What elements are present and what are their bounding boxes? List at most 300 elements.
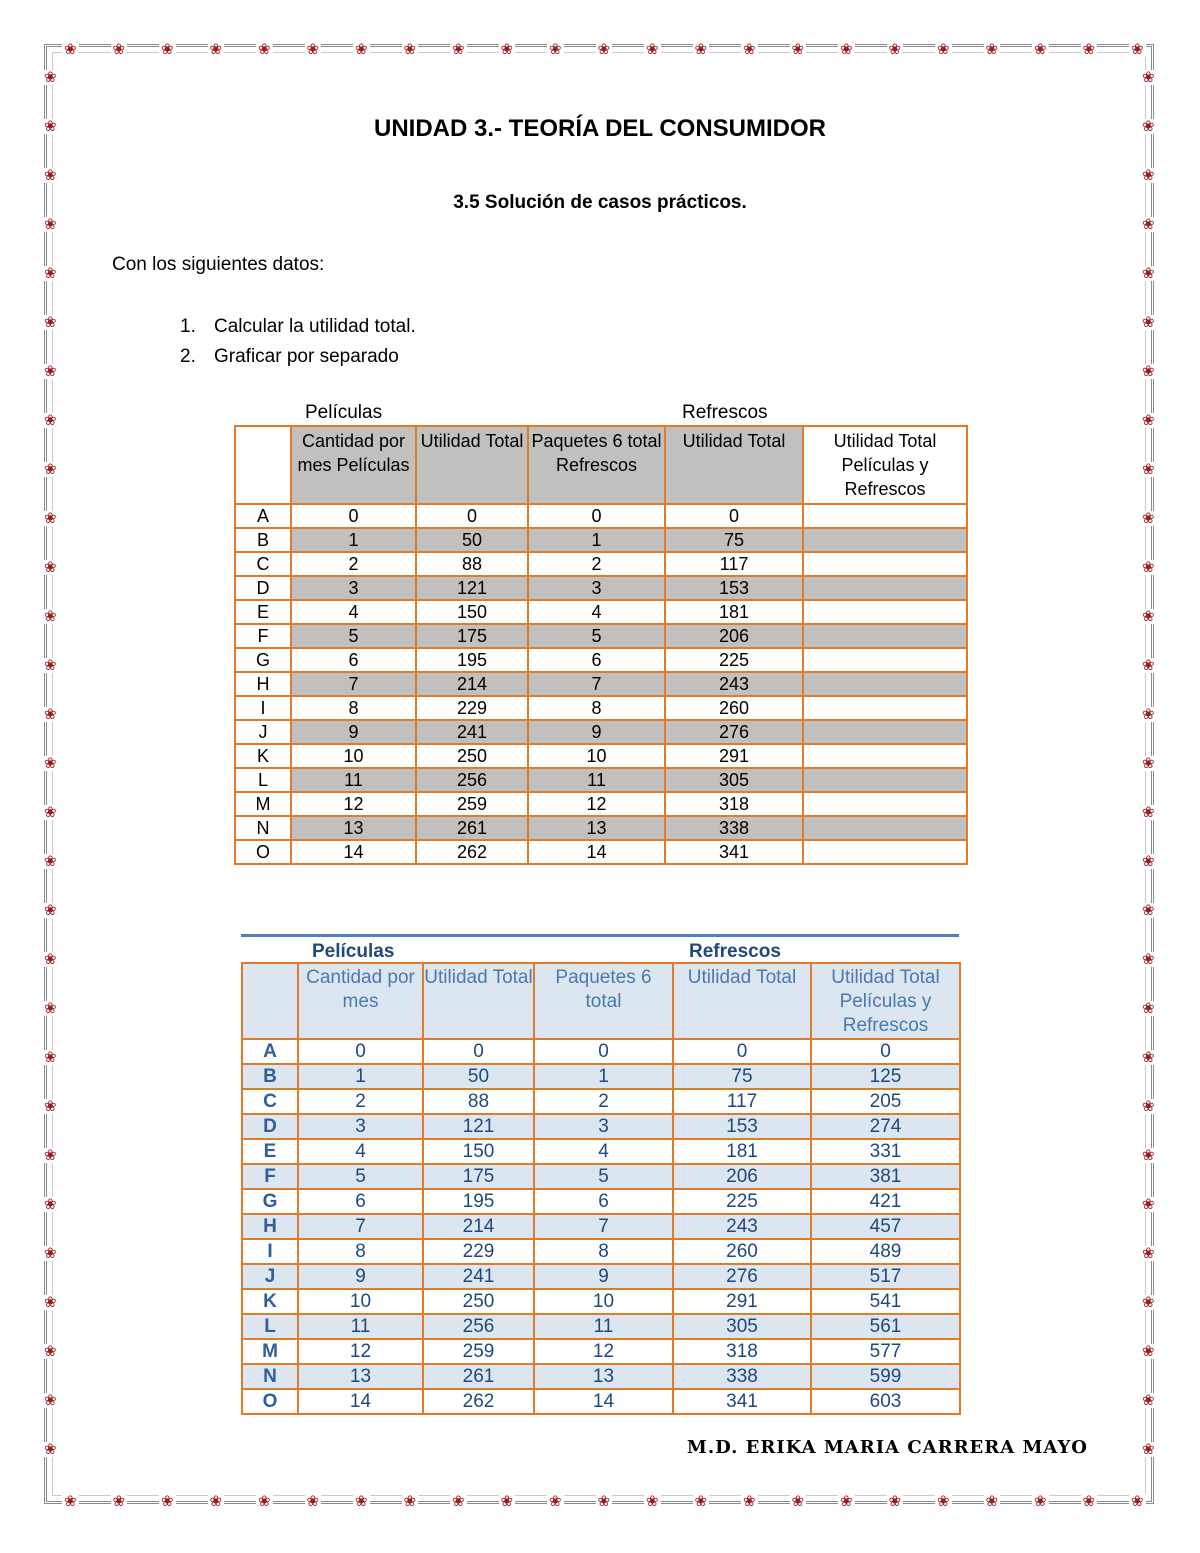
ornament-icon: ❀ bbox=[44, 264, 57, 282]
table-cell: 9 bbox=[298, 1264, 423, 1289]
ornament-icon: ❀ bbox=[1142, 1146, 1155, 1164]
ornament-icon: ❀ bbox=[791, 40, 805, 58]
table-cell: 11 bbox=[528, 768, 665, 792]
table-cell: 14 bbox=[298, 1389, 423, 1414]
table-row bbox=[242, 1089, 960, 1114]
ornament-icon: ❀ bbox=[1082, 1492, 1096, 1510]
ornament-icon: ❀ bbox=[64, 40, 77, 58]
table-cell: 225 bbox=[673, 1189, 811, 1214]
table-row bbox=[235, 552, 967, 576]
table-utility-exercise bbox=[234, 425, 968, 865]
ornament-icon: ❀ bbox=[1142, 950, 1155, 968]
row-label-cell: A bbox=[242, 1039, 298, 1064]
table-cell: 153 bbox=[665, 576, 803, 600]
table-cell: 0 bbox=[298, 1039, 423, 1064]
row-label-cell: E bbox=[235, 600, 291, 624]
table-cell: 0 bbox=[528, 504, 665, 528]
table-cell: 381 bbox=[811, 1164, 960, 1189]
table-cell: 75 bbox=[673, 1064, 811, 1089]
table-cell: 195 bbox=[416, 648, 528, 672]
table-row bbox=[235, 792, 967, 816]
table-cell: 2 bbox=[291, 552, 416, 576]
table2-top-rule bbox=[241, 934, 959, 937]
header-cell: Utilidad Total Películas y Refrescos bbox=[803, 426, 967, 504]
row-label-cell: J bbox=[242, 1264, 298, 1289]
table-cell: 5 bbox=[528, 624, 665, 648]
table-cell: 10 bbox=[298, 1289, 423, 1314]
table-row bbox=[242, 1339, 960, 1364]
table-cell bbox=[803, 768, 967, 792]
header-cell: Cantidad por mes bbox=[298, 963, 423, 1039]
ornament-icon: ❀ bbox=[44, 1244, 57, 1262]
header-cell: Utilidad Total bbox=[423, 963, 534, 1039]
table-cell: 243 bbox=[673, 1214, 811, 1239]
table-cell: 338 bbox=[673, 1364, 811, 1389]
table-cell: 229 bbox=[416, 696, 528, 720]
table2-group-peliculas: Películas bbox=[312, 941, 395, 962]
table-cell: 88 bbox=[416, 552, 528, 576]
ornament-icon: ❀ bbox=[44, 754, 57, 772]
table-cell: 341 bbox=[673, 1389, 811, 1414]
header-cell bbox=[242, 963, 298, 1039]
table-cell: 262 bbox=[416, 840, 528, 864]
table-cell: 457 bbox=[811, 1214, 960, 1239]
table-cell: 259 bbox=[416, 792, 528, 816]
table-cell: 276 bbox=[665, 720, 803, 744]
table-cell: 10 bbox=[534, 1289, 673, 1314]
table-cell bbox=[803, 504, 967, 528]
table-row bbox=[235, 816, 967, 840]
table-cell: 117 bbox=[673, 1089, 811, 1114]
row-label-cell: K bbox=[242, 1289, 298, 1314]
author-signature: M.D. ERIKA MARIA CARRERA MAYO bbox=[686, 1437, 1088, 1458]
table-cell: 4 bbox=[528, 600, 665, 624]
ornament-icon: ❀ bbox=[1142, 1097, 1155, 1115]
ornament-icon: ❀ bbox=[44, 705, 57, 723]
table-cell: 7 bbox=[291, 672, 416, 696]
row-label-cell: H bbox=[242, 1214, 298, 1239]
table-cell: 250 bbox=[416, 744, 528, 768]
table-cell: 0 bbox=[291, 504, 416, 528]
table-cell: 5 bbox=[298, 1164, 423, 1189]
ornament-icon: ❀ bbox=[646, 40, 659, 58]
table-cell: 121 bbox=[416, 576, 528, 600]
table-cell bbox=[803, 576, 967, 600]
table-cell: 6 bbox=[298, 1189, 423, 1214]
ornament-icon: ❀ bbox=[44, 68, 57, 86]
table-cell: 2 bbox=[534, 1089, 673, 1114]
ornament-icon: ❀ bbox=[1142, 1293, 1155, 1311]
ornament-icon: ❀ bbox=[112, 1492, 126, 1510]
ornament-icon: ❀ bbox=[694, 40, 708, 58]
header-cell: Utilidad Total bbox=[665, 426, 803, 504]
table-cell: 121 bbox=[423, 1114, 534, 1139]
row-label-cell: B bbox=[242, 1064, 298, 1089]
table-cell: 577 bbox=[811, 1339, 960, 1364]
table-row bbox=[242, 1214, 960, 1239]
row-label-cell: F bbox=[235, 624, 291, 648]
row-label-cell: I bbox=[235, 696, 291, 720]
table-cell: 1 bbox=[528, 528, 665, 552]
table-cell: 13 bbox=[298, 1364, 423, 1389]
table-cell: 1 bbox=[534, 1064, 673, 1089]
ornament-icon: ❀ bbox=[44, 950, 57, 968]
table-cell: 11 bbox=[298, 1314, 423, 1339]
ornament-icon: ❀ bbox=[1142, 264, 1155, 282]
ornament-icon: ❀ bbox=[1142, 803, 1155, 821]
table-row bbox=[242, 1164, 960, 1189]
table-row bbox=[242, 1039, 960, 1064]
table-row bbox=[235, 624, 967, 648]
table-row bbox=[235, 840, 967, 864]
table-cell: 13 bbox=[528, 816, 665, 840]
table-row bbox=[242, 1189, 960, 1214]
table-cell bbox=[803, 696, 967, 720]
ornament-icon: ❀ bbox=[44, 1146, 57, 1164]
ornament-icon: ❀ bbox=[44, 215, 57, 233]
header-cell: Utilidad Total bbox=[673, 963, 811, 1039]
table-cell bbox=[803, 624, 967, 648]
section-subtitle: 3.5 Solución de casos prácticos. bbox=[453, 192, 747, 213]
table-cell: 214 bbox=[423, 1214, 534, 1239]
table-row bbox=[235, 576, 967, 600]
table-row bbox=[235, 648, 967, 672]
row-label-cell: O bbox=[242, 1389, 298, 1414]
row-label-cell: G bbox=[242, 1189, 298, 1214]
table-cell: 0 bbox=[673, 1039, 811, 1064]
table-cell bbox=[803, 816, 967, 840]
row-label-cell: N bbox=[235, 816, 291, 840]
table-cell: 8 bbox=[528, 696, 665, 720]
table-cell: 10 bbox=[291, 744, 416, 768]
table-header-row bbox=[235, 426, 967, 504]
ornament-icon: ❀ bbox=[44, 460, 57, 478]
table-utility-solution bbox=[241, 962, 961, 1415]
ornament-icon: ❀ bbox=[1142, 411, 1155, 429]
row-label-cell: D bbox=[235, 576, 291, 600]
table1-group-refrescos: Refrescos bbox=[682, 402, 768, 423]
row-label-cell: N bbox=[242, 1364, 298, 1389]
ornament-icon: ❀ bbox=[840, 40, 853, 58]
ornament-icon: ❀ bbox=[549, 40, 562, 58]
table-cell: 8 bbox=[298, 1239, 423, 1264]
table-cell: 603 bbox=[811, 1389, 960, 1414]
header-cell: Paquetes 6 total bbox=[534, 963, 673, 1039]
table-cell: 305 bbox=[673, 1314, 811, 1339]
ornament-icon: ❀ bbox=[1142, 1440, 1155, 1458]
table-row bbox=[242, 1139, 960, 1164]
table-cell: 9 bbox=[291, 720, 416, 744]
table-cell: 305 bbox=[665, 768, 803, 792]
table-cell bbox=[803, 528, 967, 552]
ornament-icon: ❀ bbox=[888, 1492, 902, 1510]
table-row bbox=[242, 1289, 960, 1314]
row-label-cell: I bbox=[242, 1239, 298, 1264]
ornament-icon: ❀ bbox=[44, 313, 57, 331]
table-cell bbox=[803, 600, 967, 624]
row-label-cell: L bbox=[235, 768, 291, 792]
ornament-icon: ❀ bbox=[791, 1492, 805, 1510]
table-cell: 12 bbox=[528, 792, 665, 816]
ornament-icon: ❀ bbox=[840, 1492, 853, 1510]
table-row bbox=[235, 672, 967, 696]
ornament-icon: ❀ bbox=[1142, 705, 1155, 723]
table-row bbox=[235, 768, 967, 792]
table-cell: 8 bbox=[291, 696, 416, 720]
ornament-icon: ❀ bbox=[403, 40, 417, 58]
row-label-cell: J bbox=[235, 720, 291, 744]
row-label-cell: O bbox=[235, 840, 291, 864]
ornament-icon: ❀ bbox=[1142, 901, 1155, 919]
table-row bbox=[242, 1364, 960, 1389]
table-cell: 241 bbox=[416, 720, 528, 744]
table-row bbox=[242, 1114, 960, 1139]
table-cell: 13 bbox=[534, 1364, 673, 1389]
table-cell: 262 bbox=[423, 1389, 534, 1414]
table-cell: 88 bbox=[423, 1089, 534, 1114]
ornament-icon: ❀ bbox=[355, 40, 368, 58]
table-cell: 7 bbox=[534, 1214, 673, 1239]
ornament-icon: ❀ bbox=[44, 1391, 57, 1409]
ornament-icon: ❀ bbox=[1142, 509, 1155, 527]
table-row bbox=[235, 528, 967, 552]
ornament-icon: ❀ bbox=[44, 999, 57, 1017]
table-cell: 117 bbox=[665, 552, 803, 576]
table-cell: 338 bbox=[665, 816, 803, 840]
table-cell: 75 bbox=[665, 528, 803, 552]
table-cell: 12 bbox=[291, 792, 416, 816]
steps-list bbox=[180, 312, 416, 372]
table-cell: 225 bbox=[665, 648, 803, 672]
ornament-icon: ❀ bbox=[1142, 117, 1155, 135]
header-cell: Cantidad por mes Películas bbox=[291, 426, 416, 504]
ornament-icon: ❀ bbox=[44, 362, 57, 380]
ornament-icon: ❀ bbox=[44, 607, 57, 625]
row-label-cell: M bbox=[242, 1339, 298, 1364]
ornament-icon: ❀ bbox=[1082, 40, 1096, 58]
table-row bbox=[242, 1064, 960, 1089]
ornament-icon: ❀ bbox=[1142, 166, 1155, 184]
ornament-icon: ❀ bbox=[1142, 999, 1155, 1017]
ornament-icon: ❀ bbox=[161, 1492, 174, 1510]
table-cell: 50 bbox=[416, 528, 528, 552]
table-cell: 243 bbox=[665, 672, 803, 696]
table-cell: 13 bbox=[291, 816, 416, 840]
table-cell: 11 bbox=[534, 1314, 673, 1339]
ornament-icon: ❀ bbox=[500, 1492, 514, 1510]
table-cell: 195 bbox=[423, 1189, 534, 1214]
table-cell bbox=[803, 792, 967, 816]
table-cell: 214 bbox=[416, 672, 528, 696]
table-cell: 541 bbox=[811, 1289, 960, 1314]
ornament-icon: ❀ bbox=[161, 40, 174, 58]
row-label-cell: M bbox=[235, 792, 291, 816]
ornament-icon: ❀ bbox=[1142, 558, 1155, 576]
table-cell: 0 bbox=[534, 1039, 673, 1064]
ornament-icon: ❀ bbox=[1142, 68, 1155, 86]
ornament-icon: ❀ bbox=[44, 1195, 57, 1213]
table-cell: 229 bbox=[423, 1239, 534, 1264]
table-cell: 261 bbox=[416, 816, 528, 840]
table-cell: 0 bbox=[416, 504, 528, 528]
table-cell: 260 bbox=[673, 1239, 811, 1264]
table-row bbox=[235, 600, 967, 624]
table-cell: 14 bbox=[534, 1389, 673, 1414]
table-cell: 150 bbox=[416, 600, 528, 624]
table-cell: 261 bbox=[423, 1364, 534, 1389]
table-cell: 4 bbox=[291, 600, 416, 624]
table-cell: 421 bbox=[811, 1189, 960, 1214]
ornament-icon: ❀ bbox=[985, 1492, 999, 1510]
ornament-icon: ❀ bbox=[1131, 40, 1144, 58]
row-label-cell: L bbox=[242, 1314, 298, 1339]
table-cell: 5 bbox=[291, 624, 416, 648]
table-cell: 205 bbox=[811, 1089, 960, 1114]
table-cell: 276 bbox=[673, 1264, 811, 1289]
ornament-icon: ❀ bbox=[597, 1492, 611, 1510]
table-cell: 0 bbox=[665, 504, 803, 528]
ornament-icon: ❀ bbox=[1142, 1244, 1155, 1262]
table-cell: 6 bbox=[291, 648, 416, 672]
table-cell bbox=[803, 720, 967, 744]
ornament-icon: ❀ bbox=[258, 40, 271, 58]
ornament-icon: ❀ bbox=[44, 901, 57, 919]
ornament-icon: ❀ bbox=[549, 1492, 562, 1510]
table-cell: 206 bbox=[665, 624, 803, 648]
ornament-icon: ❀ bbox=[44, 558, 57, 576]
ornament-icon: ❀ bbox=[64, 1492, 77, 1510]
ornament-icon: ❀ bbox=[1034, 40, 1047, 58]
ornament-icon: ❀ bbox=[1142, 362, 1155, 380]
step-item: 1. Calcular la utilidad total. bbox=[180, 316, 416, 337]
table-cell: 331 bbox=[811, 1139, 960, 1164]
table-cell: 4 bbox=[534, 1139, 673, 1164]
ornament-icon: ❀ bbox=[44, 1097, 57, 1115]
table-cell: 181 bbox=[665, 600, 803, 624]
table-cell: 6 bbox=[528, 648, 665, 672]
table-row bbox=[242, 1239, 960, 1264]
ornament-icon: ❀ bbox=[1142, 1342, 1155, 1360]
table-cell: 561 bbox=[811, 1314, 960, 1339]
ornament-icon: ❀ bbox=[1142, 460, 1155, 478]
ornament-icon: ❀ bbox=[44, 1342, 57, 1360]
row-label-cell: A bbox=[235, 504, 291, 528]
ornament-icon: ❀ bbox=[1142, 852, 1155, 870]
table-cell: 175 bbox=[423, 1164, 534, 1189]
table-cell: 4 bbox=[298, 1139, 423, 1164]
row-label-cell: D bbox=[242, 1114, 298, 1139]
table-cell: 11 bbox=[291, 768, 416, 792]
ornament-icon: ❀ bbox=[1034, 1492, 1047, 1510]
table-row bbox=[242, 1314, 960, 1339]
row-label-cell: C bbox=[235, 552, 291, 576]
table-cell: 250 bbox=[423, 1289, 534, 1314]
ornament-icon: ❀ bbox=[1142, 1391, 1155, 1409]
row-label-cell: H bbox=[235, 672, 291, 696]
ornament-icon: ❀ bbox=[937, 1492, 950, 1510]
ornament-icon: ❀ bbox=[1142, 215, 1155, 233]
ornament-icon: ❀ bbox=[258, 1492, 271, 1510]
table-cell: 5 bbox=[534, 1164, 673, 1189]
table-cell: 50 bbox=[423, 1064, 534, 1089]
ornament-icon: ❀ bbox=[44, 656, 57, 674]
ornament-icon: ❀ bbox=[44, 117, 57, 135]
page-title: UNIDAD 3.- TEORÍA DEL CONSUMIDOR bbox=[373, 115, 826, 142]
table-cell: 2 bbox=[528, 552, 665, 576]
ornament-icon: ❀ bbox=[452, 40, 465, 58]
ornament-icon: ❀ bbox=[1142, 656, 1155, 674]
ornament-icon: ❀ bbox=[1142, 1195, 1155, 1213]
table-cell: 517 bbox=[811, 1264, 960, 1289]
table-cell bbox=[803, 672, 967, 696]
ornament-icon: ❀ bbox=[44, 1293, 57, 1311]
ornament-icon: ❀ bbox=[209, 1492, 223, 1510]
table-cell: 1 bbox=[291, 528, 416, 552]
table-cell: 2 bbox=[298, 1089, 423, 1114]
table-header-row bbox=[242, 963, 960, 1039]
table-cell: 3 bbox=[291, 576, 416, 600]
table-cell: 1 bbox=[298, 1064, 423, 1089]
ornament-icon: ❀ bbox=[44, 1440, 57, 1458]
table-row bbox=[235, 744, 967, 768]
ornament-icon: ❀ bbox=[1142, 313, 1155, 331]
table-cell: 9 bbox=[528, 720, 665, 744]
ornament-icon: ❀ bbox=[1142, 607, 1155, 625]
table-cell: 291 bbox=[665, 744, 803, 768]
ornament-icon: ❀ bbox=[44, 1048, 57, 1066]
ornament-icon: ❀ bbox=[985, 40, 999, 58]
table-cell: 6 bbox=[534, 1189, 673, 1214]
table-cell: 3 bbox=[534, 1114, 673, 1139]
ornament-icon: ❀ bbox=[500, 40, 514, 58]
table-cell: 206 bbox=[673, 1164, 811, 1189]
ornament-icon: ❀ bbox=[209, 40, 223, 58]
intro-text: Con los siguientes datos: bbox=[112, 254, 325, 275]
ornament-icon: ❀ bbox=[403, 1492, 417, 1510]
ornament-icon: ❀ bbox=[44, 411, 57, 429]
row-label-cell: K bbox=[235, 744, 291, 768]
table2-group-refrescos: Refrescos bbox=[689, 941, 781, 962]
ornament-icon: ❀ bbox=[1131, 1492, 1144, 1510]
ornament-icon: ❀ bbox=[306, 40, 320, 58]
row-label-cell: F bbox=[242, 1164, 298, 1189]
table-cell: 259 bbox=[423, 1339, 534, 1364]
table-cell: 489 bbox=[811, 1239, 960, 1264]
table-cell: 153 bbox=[673, 1114, 811, 1139]
table-cell: 7 bbox=[528, 672, 665, 696]
table-cell: 7 bbox=[298, 1214, 423, 1239]
table-row bbox=[235, 696, 967, 720]
table-cell bbox=[803, 744, 967, 768]
ornament-icon: ❀ bbox=[355, 1492, 368, 1510]
table-cell: 9 bbox=[534, 1264, 673, 1289]
header-cell: Utilidad Total Películas y Refrescos bbox=[811, 963, 960, 1039]
table-row bbox=[235, 504, 967, 528]
table-row bbox=[235, 720, 967, 744]
table-cell: 256 bbox=[416, 768, 528, 792]
table-cell: 341 bbox=[665, 840, 803, 864]
header-cell: Paquetes 6 total Refrescos bbox=[528, 426, 665, 504]
table-cell: 274 bbox=[811, 1114, 960, 1139]
table-cell: 8 bbox=[534, 1239, 673, 1264]
ornament-icon: ❀ bbox=[743, 1492, 756, 1510]
ornament-icon: ❀ bbox=[694, 1492, 708, 1510]
table-cell: 318 bbox=[665, 792, 803, 816]
ornament-icon: ❀ bbox=[743, 40, 756, 58]
table-row bbox=[242, 1389, 960, 1414]
table-cell: 150 bbox=[423, 1139, 534, 1164]
step-item: 2. Graficar por separado bbox=[180, 346, 399, 367]
